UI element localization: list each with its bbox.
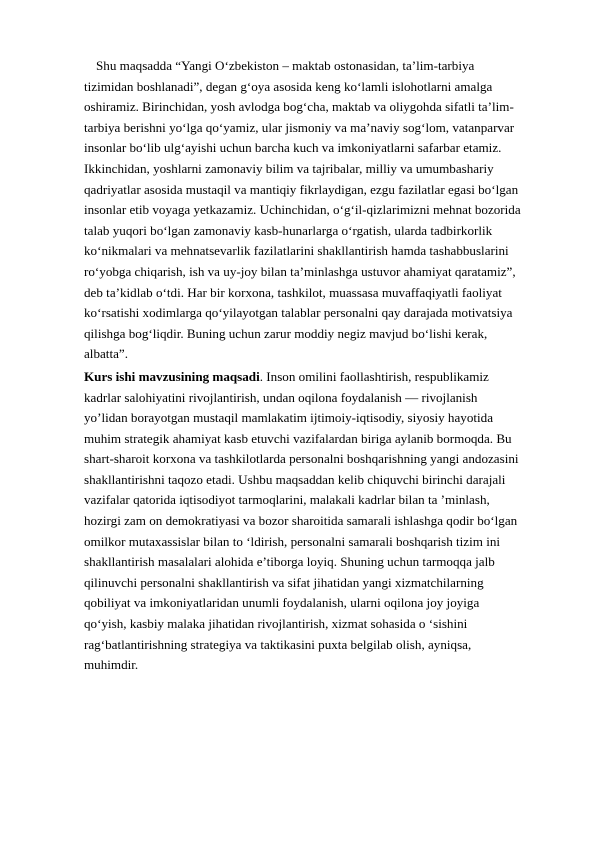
text-line: tizimidan boshlanadi”, degan g‘oya asosida keng ko‘lamli islohotlarni amalga (84, 78, 493, 94)
text-line: talab yuqori bo‘lgan zamonaviy kasb-hunarlarga o‘rgatish, ularda tadbirkorlik (84, 222, 493, 238)
text-line: rag‘batlantirishning strategiya va taktikasini puxta belgilab olish, ayniqsa, (84, 636, 472, 652)
text-line: vazifalar qatorida iqtisodiyot tarmoqlarini, malakali kadrlar bilan ta ’minlash, (84, 492, 490, 508)
text-line: qadriyatlar asosida mustaqil va mantiqiy fikrlaydigan, ezgu fazilatlar egasi bo‘lgan (84, 181, 519, 197)
text-line: Shu maqsadda “Yangi O‘zbekiston – maktab ostonasidan, ta’lim-tarbiya (96, 58, 475, 73)
text-line: ro‘yobga chiqarish, ish va uy-joy bilan ta’minlashga ustuvor ahamiyat qaratamiz”, (84, 263, 516, 279)
text-line: qilishga bog‘liqdir. Buning uchun zarur moddiy negiz mavjud bo‘lishi kerak, (84, 325, 488, 341)
text-line: insonlar etib voyaga yetkazamiz. Uchinchidan, o‘g‘il-qizlarimizni mehnat bozorida (84, 202, 521, 218)
text-line: hozirgi zam on demokratiyasi va bozor sharoitida samarali ishlashga qodir bo‘lgan (84, 513, 518, 529)
text-line: qo‘yish, kasbiy malaka jihatidan rivojlantirish, xizmat sohasida o ‘sishini (84, 616, 468, 632)
text-line: kadrlar salohiyatini rivojlantirish, undan oqilona foydalanish — rivojlanish (84, 389, 478, 405)
paragraph-intro (84, 56, 584, 365)
text-line: omilkor mutaxassislar bilan to ‘ldirish, personalni samarali boshqarish tizim ini (84, 533, 501, 549)
text-line: tarbiya berishni yo‘lga qo‘yamiz, ular jismoniy va ma’naviy sog‘lom, vatanparvar (84, 119, 515, 135)
text-line: shakllantirish masalalari alohida e’tiborga loyiq. Shuning uchun tarmoqqa jalb (84, 554, 495, 570)
paragraph-course-goal (84, 367, 584, 676)
text-line-lead (84, 367, 584, 388)
text-line: muhim strategik ahamiyat kasb etuvchi vazifalardan biriga aylanib bormoqda. Bu (84, 430, 512, 446)
text-line: shart-sharoit korxona va tashkilotlarda personalni boshqarishning yangi andozasini (84, 451, 519, 467)
text-line: yo’lidan borayotgan mustaqil mamlakatim ijtimoiy-iqtisodiy, siyosiy hayotida (84, 410, 494, 426)
text-line: ko‘nikmalari va mehnatsevarlik fazilatlarini shakllantirish hamda tashabbuslarini (84, 243, 509, 259)
text-line: oshiramiz. Birinchidan, yosh avlodga bog‘cha, maktab va oliygohda sifatli ta’lim- (84, 99, 514, 115)
text-line: qilinuvchi personalni shakllantirish va sifat jihatidan yangi xizmatchilarning (84, 574, 484, 590)
text-line: Ikkinchidan, yoshlarni zamonaviy bilim va tajribalar, milliy va umumbashariy (84, 160, 494, 176)
lead-text: . Inson omilini faollashtirish, respublikamiz (259, 368, 489, 384)
text-line: shakllantirishni taqozo etadi. Ushbu maqsaddan kelib chiquvchi birinchi darajali (84, 471, 506, 487)
section-heading: Kurs ishi mavzusining maqsadi (84, 368, 260, 384)
text-line: muhimdir. (84, 657, 139, 673)
text-line: deb ta’kidlab o‘tdi. Har bir korxona, tashkilot, muassasa muvaffaqiyatli faoliyat (84, 284, 502, 300)
text-line: ko‘rsatishi xodimlarga qo‘yilayotgan talablar personalni qay darajada motivatsiya (84, 305, 513, 321)
text-line: insonlar bo‘lib ulg‘ayishi uchun barcha kuch va imkoniyatlarni safarbar etamiz. (84, 140, 502, 156)
text-line: albatta”. (84, 346, 128, 362)
text-line: qobiliyat va imkoniyatlaridan unumli foydalanish, ularni oqilona joy joyiga (84, 595, 480, 611)
document-page (84, 56, 584, 676)
